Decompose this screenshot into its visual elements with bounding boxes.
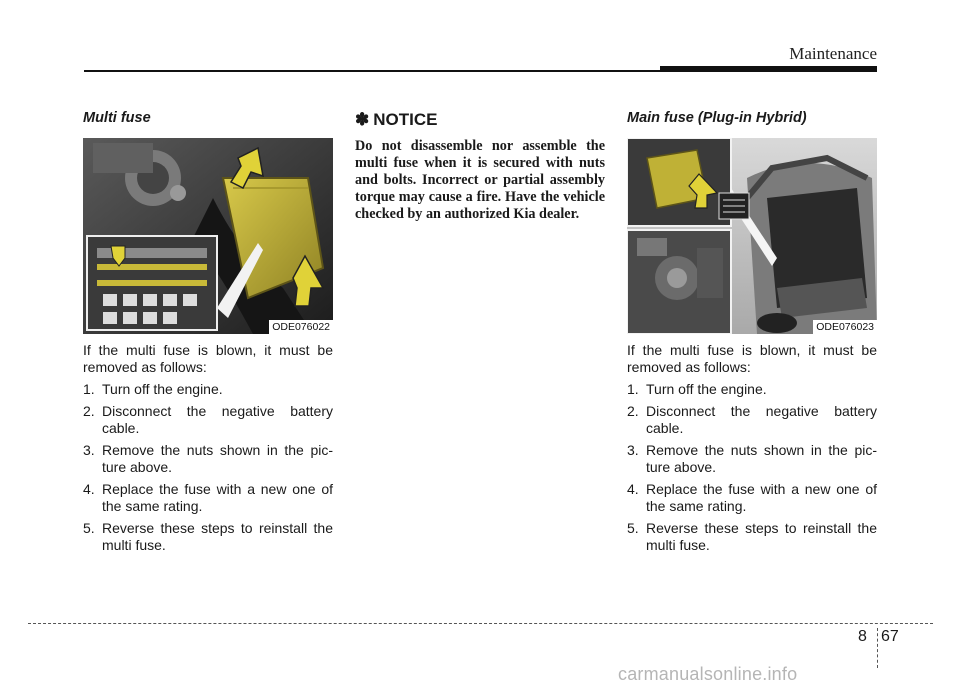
right-column [627, 110, 877, 559]
header-title: Maintenance [789, 44, 877, 63]
step-number: 4. [83, 481, 95, 497]
step-item [627, 481, 877, 515]
footer-dashed-rule [28, 623, 933, 624]
step-item [627, 442, 877, 476]
notice-heading [355, 110, 605, 130]
trunk-photo [627, 138, 877, 334]
step-item [627, 403, 877, 437]
figure-code: ODE076022 [269, 320, 333, 334]
step-number: 3. [83, 442, 95, 458]
step-number: 5. [627, 520, 639, 536]
intro-text: If the multi fuse is blown, it must be removed as follows: [627, 342, 877, 375]
step-number: 1. [627, 381, 639, 397]
footer-vertical-divider [877, 628, 878, 668]
header-rule-thick [660, 66, 877, 72]
step-item [83, 520, 333, 554]
step-text: Disconnect the negative battery cable. [102, 403, 333, 436]
step-text: Remove the nuts shown in the pic- ture above. [646, 442, 877, 475]
step-text: Disconnect the negative battery cable. [646, 403, 877, 436]
notice-body: Do not disassemble nor assemble the multi fuse when it is secured with nuts and bolts. Incorrect or partial assembly torque may cause a fire. Have the vehicle checked by an authorized Kia dealer. [355, 138, 605, 222]
step-text: Reverse these steps to reinstall the multi fuse. [646, 520, 877, 553]
step-item [83, 481, 333, 515]
step-list [83, 381, 333, 554]
step-number: 1. [83, 381, 95, 397]
step-item [83, 442, 333, 476]
section-title-main-fuse: Main fuse (Plug-in Hybrid) [627, 110, 807, 126]
notice-column [355, 110, 605, 223]
step-item [627, 520, 877, 554]
engine-bay-illustration [83, 138, 333, 334]
step-text: Replace the fuse with a new one of the same rating. [102, 481, 333, 514]
figure-code: ODE076023 [813, 320, 877, 334]
page-number: 67 [881, 628, 899, 645]
trunk-illustration [627, 138, 877, 334]
instructions [627, 342, 877, 554]
step-item [627, 381, 877, 398]
intro-text: If the multi fuse is blown, it must be removed as follows: [83, 342, 333, 375]
chapter-number: 8 [858, 628, 867, 645]
step-text: Turn off the engine. [646, 381, 767, 397]
step-number: 4. [627, 481, 639, 497]
instructions [83, 342, 333, 554]
step-list [627, 381, 877, 554]
step-text: Turn off the engine. [102, 381, 223, 397]
section-title-multi-fuse: Multi fuse [83, 110, 151, 126]
engine-bay-photo [83, 138, 333, 334]
step-text: Replace the fuse with a new one of the same rating. [646, 481, 877, 514]
notice-title: NOTICE [373, 110, 438, 129]
left-column [83, 110, 333, 559]
step-text: Remove the nuts shown in the pic- ture above. [102, 442, 333, 475]
step-number: 2. [627, 403, 639, 419]
step-number: 5. [83, 520, 95, 536]
step-number: 2. [83, 403, 95, 419]
step-number: 3. [627, 442, 639, 458]
notice-star-icon: ✽ [355, 110, 370, 129]
step-item [83, 403, 333, 437]
header-rule-thin [84, 70, 660, 72]
watermark-link[interactable]: carmanualsonline.info [618, 664, 798, 684]
step-item [83, 381, 333, 398]
step-text: Reverse these steps to reinstall the multi fuse. [102, 520, 333, 553]
